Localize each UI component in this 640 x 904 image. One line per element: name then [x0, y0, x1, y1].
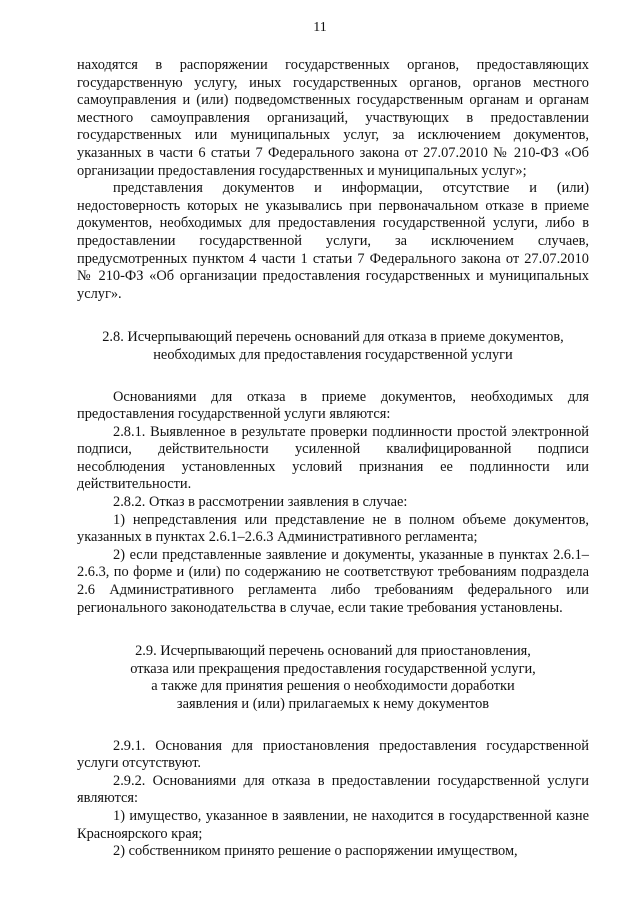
- heading-line: отказа или прекращения предоставления государственной услуги,: [130, 660, 536, 677]
- paragraph-2-8-2: 2.8.2. Отказ в рассмотрении заявления в случае:: [113, 494, 408, 511]
- heading-line: заявления и (или) прилагаемых к нему документов: [176, 696, 490, 712]
- list-item: 1) имущество, указанное в заявлении, не находится в государственной казне Красноярского края;: [77, 807, 589, 842]
- paragraph-2-9-1: 2.9.1. Основания для приостановления предоставления государственной услуги отсутствуют.: [77, 737, 589, 772]
- heading-line: 2.8. Исчерпывающий перечень оснований для отказа в приеме документов,: [102, 329, 564, 346]
- paragraph-document-info: представления документов и информации, отсутствие и (или) недостоверность которых не указывались при первоначальном отказе в приеме документов, необходимых для предоставления государственной услуги, либо в предоставлении государственной услуги, за исключением случаев, предусмотренных пунктом 4 части 1 статьи 7 Федерального закона от 27.07.2010 № 210-ФЗ «Об организации предоставления государственных и муниципальных услуг».: [77, 180, 589, 302]
- paragraph-grounds-intro: Основаниями для отказа в приеме документов, необходимых для предоставления государственной услуги являются:: [77, 388, 589, 423]
- page-content: [77, 57, 589, 861]
- paragraph-2-8-1: 2.8.1. Выявленное в результате проверки подлинности простой электронной подписи, действительности усиленной квалифицированной подписи несоблюдения установленных условий признания ее подлинности или действительности.: [77, 423, 589, 493]
- paragraph-continuation: находятся в распоряжении государственных органов, предоставляющих государственную услугу, иных государственных органов, органов местного самоуправления и (или) подведомственных государственным органам и органам местного самоуправления организаций, участвующих в предоставлении государственных или муниципальных услуг, за исключением документов, указанных в части 6 статьи 7 Федерального закона от 27.07.2010 № 210-ФЗ «Об организации предоставления государственных и муниципальных услуг»;: [77, 57, 589, 179]
- section-heading-2-8: [77, 329, 589, 364]
- page-number: 11: [313, 20, 327, 35]
- list-item: 1) непредставления или представление не в полном объеме документов, указанных в пунктах 2.6.1–2.6.3 Административного регламента;: [77, 511, 589, 546]
- heading-line: необходимых для предоставления государственной услуги: [153, 346, 513, 363]
- list-item: 2) если представленные заявление и документы, указанные в пунктах 2.6.1–2.6.3, по форме и (или) по содержанию не соответствуют требованиям подраздела 2.6 Административного регламента либо требованиям федерального или регионального законодательства в случае, если такие требования установлены.: [77, 546, 589, 616]
- section-heading-2-9: [77, 643, 589, 713]
- heading-line: а также для принятия решения о необходимости доработки: [151, 678, 515, 695]
- paragraph-2-9-2: 2.9.2. Основаниями для отказа в предоставлении государственной услуги являются:: [77, 772, 589, 807]
- list-item: 2) собственником принято решение о распоряжении имуществом,: [113, 843, 518, 860]
- heading-line: 2.9. Исчерпывающий перечень оснований для приостановления,: [135, 643, 531, 660]
